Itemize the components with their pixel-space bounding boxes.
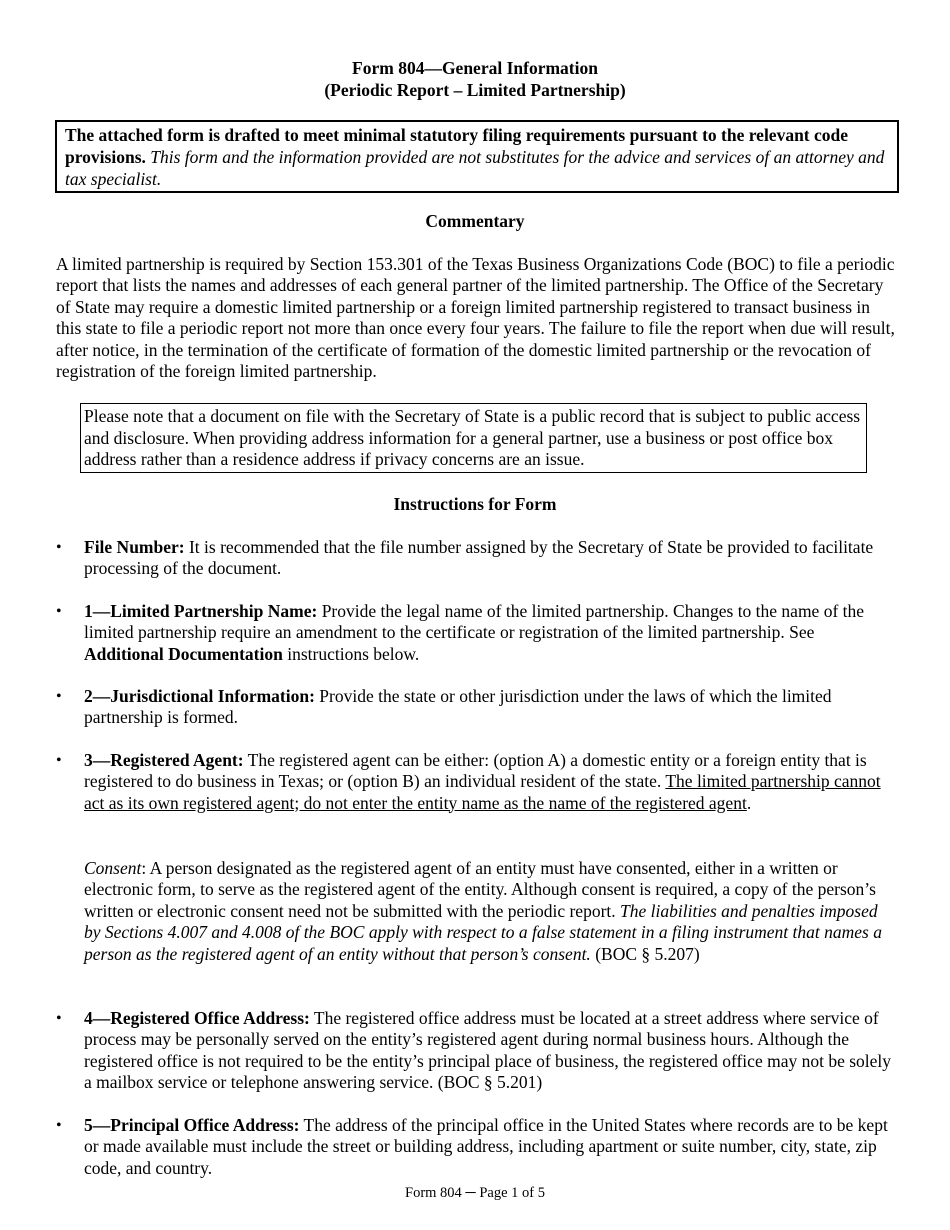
instructions-heading: Instructions for Form xyxy=(393,494,557,514)
disclaimer-box xyxy=(55,120,899,193)
item-label: 5—Principal Office Address: xyxy=(84,1115,300,1135)
consent-citation: (BOC § 5.207) xyxy=(590,943,700,964)
instruction-item-2 xyxy=(56,686,896,729)
consent-label: Consent xyxy=(84,858,142,878)
bullet: • xyxy=(56,1117,62,1134)
commentary-paragraph: A limited partnership is required by Section 153.301 of the Texas Business Organizations Code (BOC) to file a periodic report that lists the names and addresses of each general partner of the limited partnership. The Office of the Secretary of State may require a domestic limited partnership or a foreign limited partnership registered to transact business in this state to file a periodic report not more than once every four years. The failure to file the report when due will result, after notice, in the termination of the certificate of formation of the domestic limited partnership or the revocation of registration of the foreign limited partnership. xyxy=(56,254,895,382)
consent-italic: The liabilities and penalties imposed by Sections 4.007 and 4.008 of the BOC apply with respect to a false statement in a filing instrument that names a person as the registered agent of an entity without that person’s consent. xyxy=(84,900,882,964)
item-text: Provide the state or other jurisdiction under the laws of which the limited partnership is formed. xyxy=(84,686,832,728)
commentary-heading: Commentary xyxy=(425,211,525,231)
bullet: • xyxy=(56,688,62,705)
bullet: • xyxy=(56,1010,62,1027)
title-line-2: (Periodic Report – Limited Partnership) xyxy=(324,80,626,100)
form-title xyxy=(0,57,950,101)
item-text: Provide the legal name of the limited partnership. Changes to the name of the limited partnership require an amendment to the certificate or registration of the limited partnership. See xyxy=(84,601,865,643)
instruction-item-4 xyxy=(56,1008,896,1093)
disclaimer-bold: The attached form is drafted to meet minimal statutory filing requirements pursuant to the relevant code provisions. xyxy=(65,125,849,167)
page-footer: Form 804 ─ Page 1 of 5 xyxy=(405,1185,545,1201)
additional-documentation-ref: Additional Documentation xyxy=(84,643,283,664)
privacy-notice-box: Please note that a document on file with the Secretary of State is a public record that is subject to public access and disclosure. When providing address information for a general partner, use a business or post office box address rather than a residence address if privacy concerns are an issue. xyxy=(80,403,867,473)
item-text-end: instructions below. xyxy=(282,643,420,664)
title-line-1: Form 804—General Information xyxy=(352,58,598,78)
item-text: It is recommended that the file number assigned by the Secretary of State be provided to facilitate processing of the document. xyxy=(84,537,874,579)
item-label: File Number: xyxy=(84,537,185,557)
item-text: The registered agent can be either: (option A) a domestic entity or a foreign entity that is registered to do business in Texas; or (option B) an individual resident of the state. xyxy=(84,750,867,792)
consent-paragraph xyxy=(84,858,896,965)
item-label: 1—Limited Partnership Name: xyxy=(84,601,318,621)
consent-text: : A person designated as the registered agent of an entity must have consented, either in a written or electronic form, to serve as the registered agent of the entity. Although consent is required, a copy of the person’s written or electronic consent need not be submitted with the periodic report. xyxy=(84,858,876,921)
instruction-item-1 xyxy=(56,601,896,665)
instruction-item-3 xyxy=(56,750,896,814)
instruction-item-5 xyxy=(56,1115,896,1179)
bullet: • xyxy=(56,539,62,556)
item-label: 3—Registered Agent: xyxy=(84,750,244,770)
item-end: . xyxy=(746,792,752,813)
bullet: • xyxy=(56,603,62,620)
disclaimer-italic: This form and the information provided are not substitutes for the advice and services of an attorney and tax specialist. xyxy=(65,147,885,189)
bullet: • xyxy=(56,752,62,769)
item-text: The registered office address must be located at a street address where service of process may be personally served on the entity’s registered agent during normal business hours. Although the registered office is not required to be the entity’s principal place of business, the registered office may not be solely a mailbox service or telephone answering service. (BOC § 5.201) xyxy=(84,1008,892,1092)
item-text: The address of the principal office in the United States where records are to be kept or made available must include the street or building address, including apartment or suite number, city, state, zip code, and country. xyxy=(84,1115,888,1178)
item-label: 2—Jurisdictional Information: xyxy=(84,686,315,706)
instruction-file-number xyxy=(56,537,896,580)
underlined-warning: The limited partnership cannot act as its own registered agent; do not enter the entity name as the name of the registered agent xyxy=(84,771,881,813)
item-label: 4—Registered Office Address: xyxy=(84,1008,310,1028)
